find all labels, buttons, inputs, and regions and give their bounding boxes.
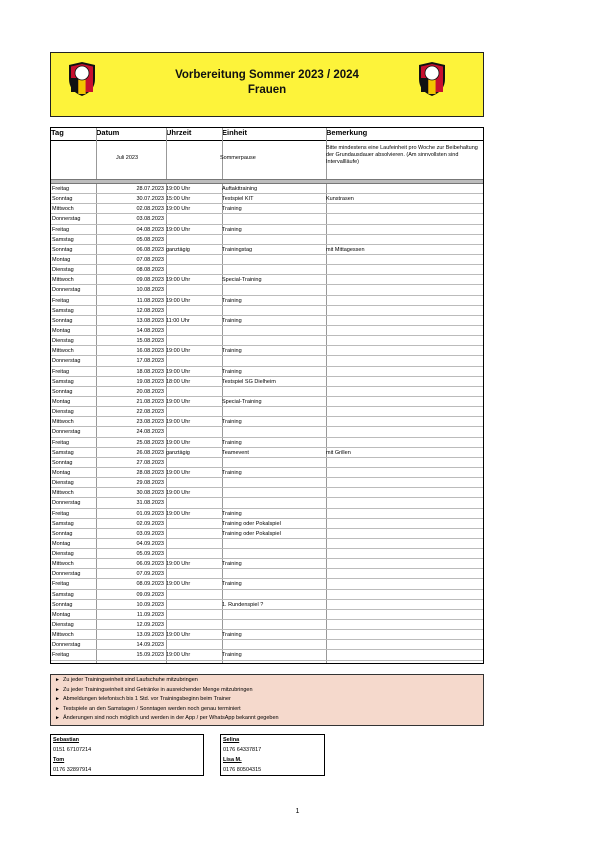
- table-row: [50, 265, 484, 275]
- cell-time: 19:00 Uhr: [166, 652, 191, 659]
- cell-date: 11.09.2023: [136, 611, 164, 618]
- cell-day: Dienstag: [52, 551, 74, 558]
- table-row: [50, 630, 484, 640]
- cell-date: 21.08.2023: [136, 398, 164, 405]
- cell-day: Montag: [52, 540, 71, 547]
- cell-date: 24.08.2023: [136, 429, 164, 436]
- cell-day: Montag: [52, 398, 71, 405]
- cell-date: 27.08.2023: [136, 459, 164, 466]
- column-header-unit: Einheit: [222, 127, 326, 141]
- contacts-right: [220, 734, 325, 776]
- cell-day: Freitag: [52, 226, 70, 233]
- cell-time: 19:00 Uhr: [166, 368, 191, 375]
- cell-date: 13.09.2023: [136, 632, 164, 639]
- table-row: [50, 184, 484, 194]
- cell-date: 05.09.2023: [136, 551, 164, 558]
- cell-time: 19:00 Uhr: [166, 398, 191, 405]
- note-text: Änderungen sind noch möglich und werden in der App / per WhatsApp bekannt gegeben: [63, 715, 279, 721]
- cell-day: Freitag: [52, 368, 70, 375]
- note-item: [55, 714, 479, 724]
- info-month: Juli 2023: [116, 155, 139, 161]
- cell-date: 15.09.2023: [136, 652, 164, 659]
- cell-time: 19:00 Uhr: [166, 297, 191, 304]
- cell-unit: Training: [222, 317, 242, 324]
- table-row: [50, 326, 484, 336]
- table-row: [50, 214, 484, 224]
- cell-unit: Training: [222, 348, 242, 355]
- cell-time: 19:00 Uhr: [166, 561, 191, 568]
- page-title: [51, 68, 483, 98]
- cell-unit: Special-Training: [222, 277, 262, 284]
- cell-date: 18.08.2023: [136, 368, 164, 375]
- note-item: [55, 686, 479, 696]
- cell-day: Donnerstag: [52, 216, 81, 223]
- cell-day: Sonntag: [52, 196, 73, 203]
- cell-date: 02.08.2023: [136, 206, 164, 213]
- cell-date: 29.08.2023: [136, 480, 164, 487]
- table-row: [50, 600, 484, 610]
- table-row: [50, 488, 484, 498]
- table-row: [50, 610, 484, 620]
- table-row: [50, 590, 484, 600]
- table-row: [50, 650, 484, 660]
- table-row: [50, 306, 484, 316]
- info-note: Bitte mindestens eine Laufeinheit pro Woche zur Beibehaltung der Grundausdauer absolvieren. (Am sinnvollsten sind Intervallläufe): [326, 145, 478, 165]
- cell-date: 01.09.2023: [136, 510, 164, 517]
- arrow-bullet-icon: ►: [55, 715, 60, 721]
- cell-day: Donnerstag: [52, 500, 81, 507]
- table-row: [50, 448, 484, 458]
- cell-note: mit Mittagessen: [326, 246, 365, 253]
- cell-day: Montag: [52, 327, 71, 334]
- cell-unit: Training: [222, 419, 242, 426]
- cell-unit: Training: [222, 561, 242, 568]
- cell-day: Donnerstag: [52, 429, 81, 436]
- arrow-bullet-icon: ►: [55, 705, 60, 712]
- cell-day: Donnerstag: [52, 358, 81, 365]
- table-row: [50, 387, 484, 397]
- table-row: [50, 620, 484, 630]
- cell-time: 19:00 Uhr: [166, 206, 191, 213]
- cell-date: 19.08.2023: [136, 378, 164, 385]
- cell-day: Samstag: [52, 307, 74, 314]
- cell-date: 10.08.2023: [136, 287, 164, 294]
- cell-unit: Training: [222, 226, 242, 233]
- cell-day: Donnerstag: [52, 642, 81, 649]
- note-text: Zu jeder Trainingseinheit sind Laufschuhe mitzubringen: [63, 677, 198, 683]
- cell-date: 06.08.2023: [136, 246, 164, 253]
- cell-day: Mittwoch: [52, 490, 74, 497]
- cell-unit: Testspiel KIT: [222, 196, 254, 203]
- cell-date: 26.08.2023: [136, 449, 164, 456]
- cell-date: 11.08.2023: [136, 297, 164, 304]
- table-row: [50, 245, 484, 255]
- cell-unit: Auftakttraining: [222, 186, 258, 192]
- cell-unit: Training: [222, 510, 242, 517]
- cell-date: 07.09.2023: [136, 571, 164, 578]
- table-row: [50, 204, 484, 214]
- header-banner: [50, 52, 484, 117]
- cell-time: 19:00 Uhr: [166, 348, 191, 355]
- table-row: [50, 367, 484, 377]
- cell-date: 23.08.2023: [136, 419, 164, 426]
- cell-day: Freitag: [52, 186, 70, 192]
- table-row: [50, 478, 484, 488]
- cell-day: Freitag: [52, 510, 70, 517]
- cell-unit: Training: [222, 297, 242, 304]
- table-row: [50, 640, 484, 650]
- cell-date: 14.08.2023: [136, 327, 164, 334]
- cell-date: 22.08.2023: [136, 409, 164, 416]
- cell-day: Freitag: [52, 439, 70, 446]
- info-unit: Sommerpause: [220, 155, 256, 161]
- table-row: [50, 579, 484, 589]
- cell-date: 28.08.2023: [136, 469, 164, 476]
- cell-date: 31.08.2023: [136, 500, 164, 507]
- cell-unit: Training: [222, 368, 242, 375]
- cell-day: Donnerstag: [52, 571, 81, 578]
- note-item: [55, 695, 479, 705]
- contact-phone: 0176 64337817: [223, 747, 262, 753]
- table-row: [50, 427, 484, 437]
- cell-day: Donnerstag: [52, 287, 81, 294]
- cell-date: 04.09.2023: [136, 540, 164, 547]
- cell-date: 14.09.2023: [136, 642, 164, 649]
- cell-date: 10.09.2023: [136, 601, 164, 608]
- table-row: [50, 509, 484, 519]
- table-row: [50, 255, 484, 265]
- cell-day: Sonntag: [52, 459, 73, 466]
- cell-time: 19:00 Uhr: [166, 419, 191, 426]
- cell-time: 11:00 Uhr: [166, 317, 190, 324]
- cell-time: ganztägig: [166, 246, 190, 253]
- cell-time: 19:00 Uhr: [166, 510, 191, 517]
- cell-date: 12.09.2023: [136, 622, 164, 629]
- table-row: [50, 539, 484, 549]
- cell-unit: Training: [222, 206, 242, 213]
- table-row: [50, 296, 484, 306]
- summer-break-block: [50, 141, 484, 179]
- cell-time: 19:00 Uhr: [166, 439, 191, 446]
- cell-day: Samstag: [52, 520, 74, 527]
- table-row: [50, 417, 484, 427]
- cell-day: Freitag: [52, 581, 70, 588]
- contact-name: Tom: [53, 757, 65, 763]
- cell-date: 12.08.2023: [136, 307, 164, 314]
- cell-day: Dienstag: [52, 267, 74, 274]
- column-header-day: Tag: [51, 127, 96, 141]
- cell-day: Freitag: [52, 652, 70, 659]
- cell-time: 19:00 Uhr: [166, 186, 191, 192]
- note-text: Zu jeder Trainingseinheit sind Getränke in ausreichender Menge mitzubringen: [63, 686, 253, 693]
- note-text: Testspiele an den Samstagen / Sonntagen werden noch genau terminiert: [63, 705, 241, 712]
- cell-unit: Testspiel SG Dielheim: [222, 378, 276, 385]
- table-row: [50, 356, 484, 366]
- cell-date: 07.08.2023: [136, 256, 164, 263]
- table-row: [50, 549, 484, 559]
- cell-day: Sonntag: [52, 388, 73, 395]
- cell-day: Samstag: [52, 236, 74, 243]
- cell-day: Dienstag: [52, 409, 74, 416]
- cell-unit: Training: [222, 652, 242, 659]
- cell-date: 02.09.2023: [136, 520, 164, 527]
- column-header-note: Bemerkung: [326, 127, 483, 141]
- contact-phone: 0176 32897914: [53, 767, 92, 773]
- cell-unit: Training: [222, 439, 242, 446]
- cell-day: Samstag: [52, 378, 74, 385]
- cell-day: Samstag: [52, 591, 74, 598]
- cell-date: 15.08.2023: [136, 338, 164, 345]
- table-row: [50, 519, 484, 529]
- cell-day: Sonntag: [52, 246, 73, 253]
- cell-date: 03.09.2023: [136, 530, 164, 537]
- table-row: [50, 316, 484, 326]
- cell-time: 19:00 Uhr: [166, 581, 191, 588]
- page-number: 1: [295, 808, 300, 815]
- cell-time: 19:00 Uhr: [166, 469, 191, 476]
- cell-day: Sonntag: [52, 530, 73, 537]
- cell-day: Samstag: [52, 449, 74, 456]
- cell-time: 18:00 Uhr: [166, 378, 191, 385]
- cell-unit: Training: [222, 469, 242, 476]
- table-row: [50, 336, 484, 346]
- cell-day: Dienstag: [52, 338, 74, 345]
- schedule-table: [50, 184, 484, 661]
- cell-time: 19:00 Uhr: [166, 226, 191, 233]
- cell-day: Sonntag: [52, 317, 73, 324]
- table-row: [50, 346, 484, 356]
- table-row: [50, 235, 484, 245]
- table-row: [50, 225, 484, 235]
- note-item: [55, 705, 479, 715]
- arrow-bullet-icon: ►: [55, 696, 60, 702]
- cell-day: Mittwoch: [52, 206, 74, 213]
- table-row: [50, 194, 484, 204]
- cell-day: Montag: [52, 611, 71, 618]
- note-item: [55, 676, 479, 686]
- cell-date: 05.08.2023: [136, 236, 164, 243]
- table-row: [50, 285, 484, 295]
- contact-phone: 0176 80504315: [223, 767, 262, 773]
- cell-date: 04.08.2023: [136, 226, 164, 233]
- table-row: [50, 438, 484, 448]
- table-row: [50, 529, 484, 539]
- cell-day: Dienstag: [52, 622, 74, 629]
- cell-day: Mittwoch: [52, 348, 74, 355]
- contact-name: Sebastian: [53, 737, 79, 743]
- table-row: [50, 275, 484, 285]
- cell-day: Sonntag: [52, 601, 73, 608]
- cell-date: 08.09.2023: [136, 581, 164, 588]
- cell-day: Montag: [52, 256, 71, 263]
- cell-time: ganztägig: [166, 449, 190, 456]
- cell-time: 19:00 Uhr: [166, 632, 191, 639]
- cell-date: 09.08.2023: [136, 277, 164, 284]
- cell-day: Mittwoch: [52, 632, 74, 639]
- table-row: [50, 407, 484, 417]
- cell-date: 13.08.2023: [136, 317, 164, 324]
- contact-name: Lisa M.: [223, 757, 242, 763]
- cell-unit: Training: [222, 632, 242, 639]
- cell-date: 06.09.2023: [136, 561, 164, 568]
- cell-date: 09.09.2023: [136, 591, 164, 598]
- contact-phone: 0151 67107214: [53, 747, 92, 753]
- cell-date: 30.08.2023: [136, 490, 164, 497]
- cell-time: 19:00 Uhr: [166, 277, 191, 284]
- table-row: [50, 559, 484, 569]
- cell-day: Dienstag: [52, 480, 74, 487]
- cell-day: Freitag: [52, 297, 70, 304]
- table-row: [50, 377, 484, 387]
- cell-unit: Training: [222, 581, 242, 588]
- table-row: [50, 468, 484, 478]
- cell-day: Mittwoch: [52, 419, 74, 426]
- column-header-date: Datum: [96, 127, 166, 141]
- cell-day: Montag: [52, 469, 71, 476]
- cell-date: 20.08.2023: [136, 388, 164, 395]
- notes-box: [50, 674, 484, 726]
- cell-unit: Teamevent: [222, 449, 249, 456]
- contact-name: Selina: [223, 737, 240, 743]
- note-text: Abmeldungen telefonisch bis 1 Std. vor Trainingsbeginn beim Trainer: [63, 696, 231, 702]
- table-row: [50, 569, 484, 579]
- title-line-1: Vorbereitung Sommer 2023 / 2024: [175, 69, 359, 81]
- arrow-bullet-icon: ►: [55, 686, 60, 693]
- cell-unit: Training oder Pokalspiel: [222, 530, 281, 537]
- cell-date: 25.08.2023: [136, 439, 164, 446]
- cell-date: 17.08.2023: [136, 358, 164, 365]
- cell-date: 28.07.2023: [136, 186, 164, 192]
- table-row: [50, 397, 484, 407]
- table-row: [50, 458, 484, 468]
- title-line-2: Frauen: [247, 84, 287, 96]
- cell-time: 19:00 Uhr: [166, 490, 191, 497]
- cell-day: Mittwoch: [52, 561, 74, 568]
- column-header-time: Uhrzeit: [166, 127, 222, 141]
- arrow-bullet-icon: ►: [55, 677, 60, 683]
- cell-day: Mittwoch: [52, 277, 74, 284]
- cell-note: Kunstrasen: [326, 196, 354, 203]
- cell-date: 16.08.2023: [136, 348, 164, 355]
- cell-unit: Special-Training: [222, 398, 262, 405]
- cell-unit: Trainingstag: [222, 246, 253, 253]
- cell-note: mit Grillen: [326, 449, 351, 456]
- cell-date: 03.08.2023: [136, 216, 164, 223]
- cell-time: 15:00 Uhr: [166, 196, 191, 203]
- cell-unit: Training oder Pokalspiel: [222, 520, 281, 527]
- table-row: [50, 498, 484, 508]
- contacts-left: [50, 734, 204, 776]
- cell-unit: 1. Rundenspiel ?: [222, 601, 264, 608]
- cell-date: 30.07.2023: [136, 196, 164, 203]
- cell-date: 08.08.2023: [136, 267, 164, 274]
